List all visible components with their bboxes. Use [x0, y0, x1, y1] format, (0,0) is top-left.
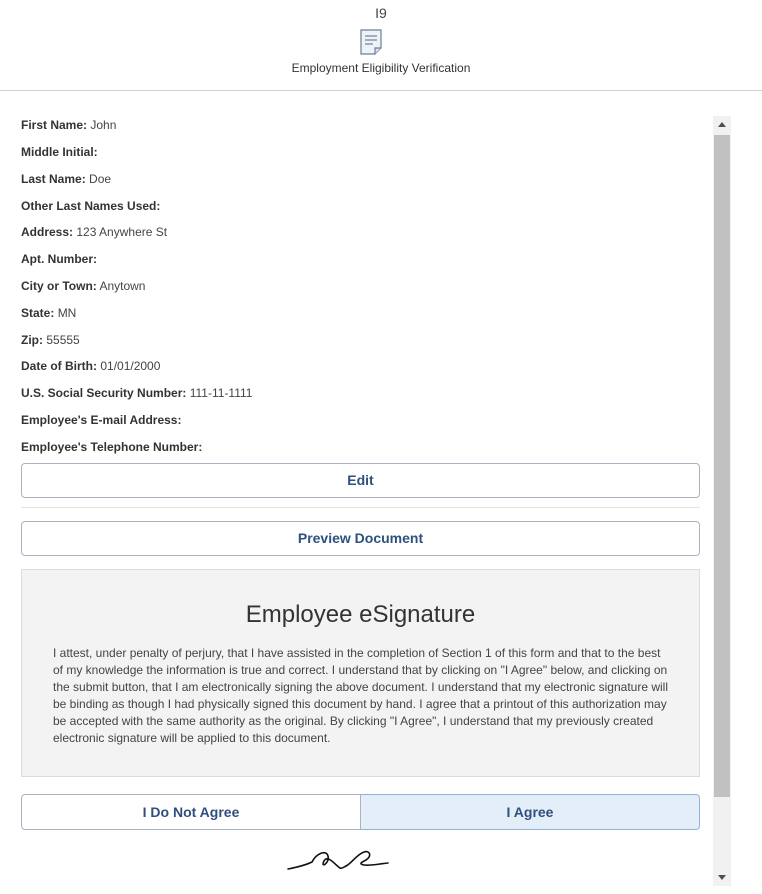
field-zip: Zip: 55555 [21, 333, 80, 347]
field-state: State: MN [21, 306, 77, 320]
document-icon [359, 29, 383, 55]
scrollbar[interactable] [713, 116, 731, 886]
agree-button[interactable]: I Agree [361, 794, 700, 830]
field-apt-number: Apt. Number: [21, 252, 97, 266]
esignature-title: Employee eSignature [245, 601, 476, 628]
do-not-agree-button[interactable]: I Do Not Agree [21, 794, 361, 830]
field-last-name: Last Name: Doe [21, 172, 112, 186]
field-telephone: Employee's Telephone Number: [21, 440, 203, 454]
field-other-last-names: Other Last Names Used: [21, 199, 161, 213]
preview-document-button[interactable]: Preview Document [21, 521, 700, 556]
scroll-down-icon[interactable] [713, 868, 731, 886]
field-address: Address: 123 Anywhere St [21, 225, 168, 239]
agreement-buttons [21, 794, 700, 830]
scroll-up-icon[interactable] [713, 116, 731, 134]
field-city: City or Town: Anytown [21, 279, 146, 293]
scrollbar-thumb[interactable] [714, 135, 730, 797]
signature-image [284, 845, 394, 875]
field-email: Employee's E-mail Address: [21, 413, 182, 427]
edit-button[interactable]: Edit [21, 463, 700, 498]
field-first-name: First Name: John [21, 118, 117, 132]
field-middle-initial: Middle Initial: [21, 145, 98, 159]
divider [21, 507, 700, 508]
field-date-of-birth: Date of Birth: 01/01/2000 [21, 359, 161, 373]
esignature-panel [21, 569, 700, 777]
field-ssn: U.S. Social Security Number: 111-11-1111 [21, 386, 253, 400]
form-header [0, 0, 762, 91]
form-name: Employment Eligibility Verification [291, 61, 471, 75]
form-code: I9 [375, 5, 387, 21]
esignature-attestation: I attest, under penalty of perjury, that I have assisted in the completion of Section 1 of this form and that to the best of my knowledge the information is true and correct. I understand that by clicking on "I Agree" below, and clicking on the submit button, that I am electronically signing the above document. I understand that my electronic signature will be binding as though I had physically signed this document by hand. I agree that a printout of this authorization may be accepted with the same authority as the original. By clicking "I Agree", I understand that my previously created electronic signature will be applied to this document. [53, 646, 668, 745]
